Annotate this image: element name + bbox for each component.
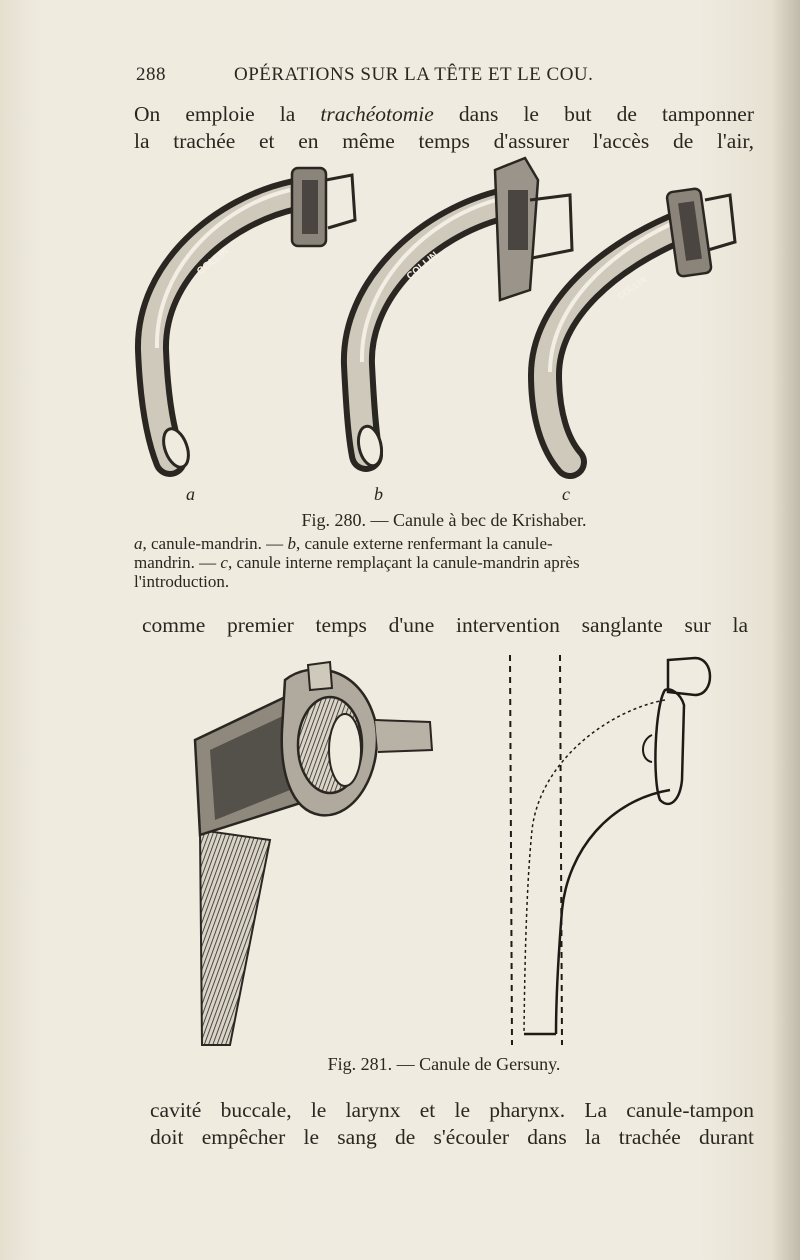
figure-281-caption	[134, 1055, 754, 1078]
gersuny-cannula-diagram	[510, 655, 710, 1045]
paragraph-1	[134, 101, 754, 155]
figure-280-caption-line-1: a, canule-mandrin. — b, canule externe renfermant la canule-	[134, 534, 553, 553]
figure-label-a: a	[186, 484, 195, 504]
paragraph-1-line-2: la trachée et en même temps d'assurer l'accès de l'air,	[134, 129, 754, 153]
paragraph-1-line-1: On emploie la trachéotomie dans le but de tamponner	[134, 102, 754, 126]
figure-281-illustration	[190, 650, 730, 1050]
paragraph-2-line-1: comme premier temps d'une intervention sanglante sur la	[142, 613, 748, 637]
page-edge-shadow	[772, 0, 800, 1260]
paragraph-3-line-2: doit empêcher le sang de s'écouler dans la trachée durant	[150, 1125, 754, 1149]
cannula-c	[545, 188, 735, 462]
figure-label-b: b	[374, 484, 383, 504]
cannula-a	[152, 168, 355, 471]
figure-280-caption-line-2: mandrin. — c, canule interne remplaçant la canule-mandrin après	[134, 553, 580, 572]
paragraph-3-line-1: cavité buccale, le larynx et le pharynx. La canule-tampon	[150, 1098, 754, 1122]
figure-281-title: Fig. 281. — Canule de Gersuny.	[327, 1054, 561, 1074]
figure-280-caption	[134, 511, 754, 591]
paragraph-2	[142, 612, 748, 639]
running-header	[136, 64, 756, 94]
svg-text:COLLIN: COLLIN	[615, 274, 649, 302]
italic-term: trachéotomie	[320, 102, 434, 126]
figure-280-caption-line-3: l'introduction.	[134, 572, 230, 591]
figure-280-title: Fig. 280. — Canule à bec de Krishaber.	[301, 510, 587, 530]
svg-text:COLLIN: COLLIN	[404, 249, 441, 283]
page-number: 288	[136, 64, 166, 85]
svg-text:COLLIN: COLLIN	[195, 245, 232, 278]
figure-280-illustration	[130, 150, 760, 500]
paragraph-3	[150, 1097, 754, 1151]
running-title: OPÉRATIONS SUR LA TÊTE ET LE COU.	[234, 64, 594, 85]
figure-label-c: c	[562, 484, 570, 504]
gersuny-cannula-engraving	[195, 662, 432, 1045]
